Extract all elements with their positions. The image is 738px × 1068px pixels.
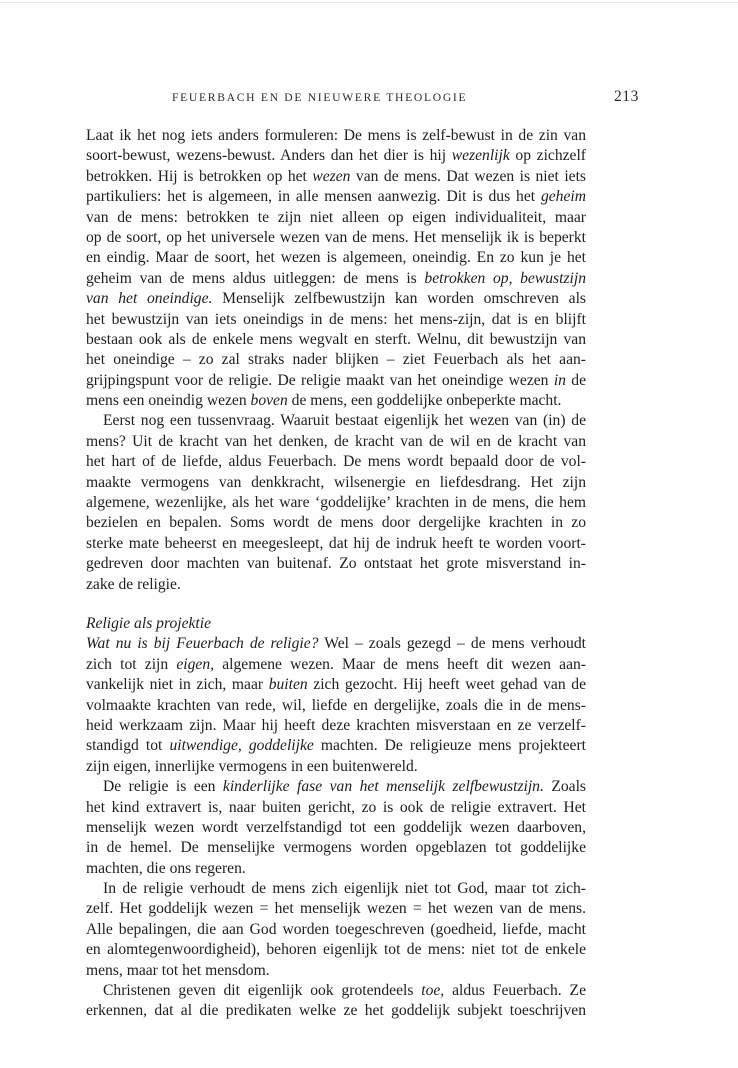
emphasis-text: geheim xyxy=(540,188,586,206)
text-line-34: menselijk wezen wordt verzelfstandigd tot een goddelijk wezen daarboven, xyxy=(86,818,586,836)
section-spacer xyxy=(86,595,586,614)
emphasis-text: in xyxy=(553,371,566,389)
text-line-7: en eindig. Maar de soort, het wezen is algemeen, oneindig. En zo kun je het xyxy=(86,249,586,267)
text-line-20: bezielen en bepalen. Soms wordt de mens door dergelijke krachten in zo xyxy=(86,514,586,532)
emphasis-text: toe, xyxy=(421,982,445,1000)
scan-edge-line xyxy=(0,2,738,3)
text-line-17: het hart of de liefde, aldus Feuerbach. De mens wordt bepaald door de vol- xyxy=(86,453,586,471)
text-line-21: sterke mate beheerst en meegesleept, dat hij de indruk heeft te worden voort- xyxy=(86,534,586,552)
text-line-22: gedreven door machten van buitenaf. Zo ontstaat het grote misverstand in- xyxy=(86,555,586,573)
emphasis-text: wezenlijk xyxy=(451,147,510,165)
emphasis-text: uitwendige, goddelijke xyxy=(169,737,314,755)
text-line-15: Eerst nog een tussenvraag. Waaruit bestaat eigenlijk het wezen van (in) de xyxy=(103,412,586,430)
text-line-2: soort-bewust, wezens-bewust. Anders dan het dier is hij wezenlijk op zichzelf xyxy=(86,147,586,165)
text-line-6: op de soort, op het universele wezen van de mens. Het menselijk ik is beperkt xyxy=(86,228,586,246)
text-line-41: mens, maar tot het mensdom. xyxy=(86,961,270,979)
running-title: FEUERBACH EN DE NIEUWERE THEOLOGIE xyxy=(172,91,468,104)
emphasis-text: boven xyxy=(250,392,288,410)
text-line-12: het oneindige – zo zal straks nader blijken – ziet Feuerbach als het aan- xyxy=(86,351,586,369)
text-line-19: algemene, wezenlijke, als het ware ‘goddelijke’ krachten in de mens, die hem xyxy=(86,494,586,512)
emphasis-text: Wat nu is bij Feuerbach de religie? xyxy=(86,635,319,653)
text-line-18: maakte vermogens van denkkracht, wilsenergie en liefdesdrang. Het zijn xyxy=(86,473,586,491)
text-line-26: zich tot zijn eigen, algemene wezen. Maar de mens heeft dit wezen aan- xyxy=(86,655,586,673)
emphasis-text: betrokken op, bewustzijn xyxy=(424,269,586,287)
text-line-14: mens een oneindig wezen boven de mens, een goddelijke onbeperkte macht. xyxy=(86,392,562,410)
text-line-28: volmaakte krachten van rede, wil, liefde en dergelijke, zoals die in de mens- xyxy=(86,696,586,714)
text-line-32: De religie is een kinderlijke fase van het menselijk zelfbewustzijn. Zoals xyxy=(103,778,586,796)
text-line-40: en alomtegenwoordigheid), behoren eigenlijk tot de mens: niet tot de enkele xyxy=(86,941,586,959)
section-heading: Religie als projektie xyxy=(86,614,212,632)
text-line-16: mens? Uit de kracht van het denken, de kracht van de wil en de kracht van xyxy=(86,432,586,450)
text-line-37: In de religie verhoudt de mens zich eigenlijk niet tot God, maar tot zich- xyxy=(103,880,586,898)
page-number: 213 xyxy=(613,88,639,105)
emphasis-text: buiten xyxy=(268,676,308,694)
text-line-3: betrokken. Hij is betrokken op het wezen van de mens. Dat wezen is niet iets xyxy=(86,167,586,185)
emphasis-text: eigen, xyxy=(176,655,215,673)
emphasis-text: wezen xyxy=(312,167,351,185)
text-line-1: Laat ik het nog iets anders formuleren: De mens is zelf-bewust in de zin van xyxy=(86,127,586,144)
text-line-11: bestaan ook als de enkele mens wegvalt en sterft. Welnu, dit bewustzijn van xyxy=(86,330,586,348)
text-line-33: het kind extravert is, naar buiten gericht, zo is ook de religie extravert. Het xyxy=(86,798,586,816)
text-line-29: heid werkzaam zijn. Maar hij heeft deze krachten misverstaan en ze verzelf- xyxy=(86,716,586,734)
emphasis-text: van het oneindige. xyxy=(86,290,213,308)
text-line-8: geheim van de mens aldus uitleggen: de mens is betrokken op, bewustzijn xyxy=(86,269,586,287)
text-line-43: erkennen, dat al die predikaten welke ze het goddelijk subjekt toeschrijven xyxy=(86,1002,586,1020)
text-line-23: zake de religie. xyxy=(86,575,181,593)
emphasis-text: kinderlijke fase van het menselijk zelfbewustzijn. xyxy=(222,778,544,796)
text-line-5: van de mens: betrokken te zijn niet alleen op eigen individualiteit, maar xyxy=(86,208,586,226)
running-header xyxy=(86,88,639,113)
text-line-25: Wat nu is bij Feuerbach de religie? Wel – zoals gezegd – de mens verhoudt xyxy=(86,635,586,653)
text-line-31: zijn eigen, innerlijke vermogens in een buitenwereld. xyxy=(86,757,418,775)
text-line-4: partikuliers: het is algemeen, in alle mensen aanwezig. Dit is dus het geheim xyxy=(86,188,586,206)
text-line-39: Alle bepalingen, die aan God worden toegeschreven (goedheid, liefde, macht xyxy=(86,920,586,938)
text-line-30: standigd tot uitwendige, goddelijke machten. De religieuze mens projekteert xyxy=(86,737,586,755)
body-text xyxy=(86,126,586,1022)
text-line-10: het bewustzijn van iets oneindigs in de mens: het mens-zijn, dat is en blijft xyxy=(86,310,586,328)
text-line-36: machten, die ons regeren. xyxy=(86,859,246,877)
text-line-27: vankelijk niet in zich, maar buiten zich gezocht. Hij heeft weet gehad van de xyxy=(86,676,586,694)
text-line-9: van het oneindige. Menselijk zelfbewustzijn kan worden omschreven als xyxy=(86,290,586,308)
text-line-42: Christenen geven dit eigenlijk ook grotendeels toe, aldus Feuerbach. Ze xyxy=(103,982,586,1000)
text-line-35: in de hemel. De menselijke vermogens worden opgeblazen tot goddelijke xyxy=(86,839,586,857)
text-line-38: zelf. Het goddelijk wezen = het menselijk wezen = het wezen van de mens. xyxy=(86,900,586,918)
text-line-13: grijpingspunt voor de religie. De religie maakt van het oneindige wezen in de xyxy=(86,371,586,389)
